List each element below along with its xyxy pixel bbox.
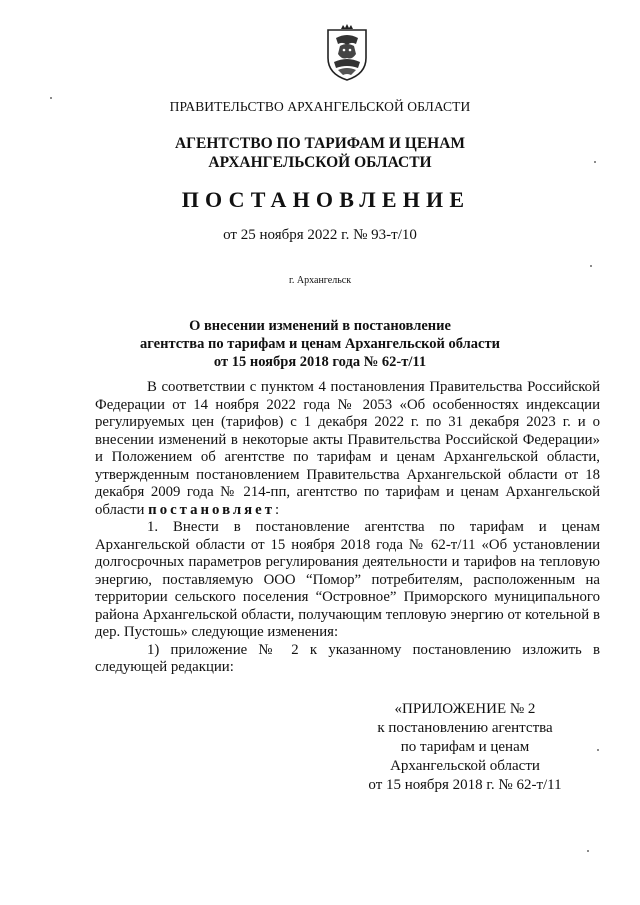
agency-name-line1: АГЕНТСТВО ПО ТАРИФАМ И ЦЕНАМ — [174, 135, 466, 152]
appendix-line3: по тарифам и ценам — [400, 739, 530, 755]
resolves-word: постановляет — [148, 501, 276, 518]
document-date-number: от 25 ноября 2022 г. № 93-т/10 — [223, 227, 417, 243]
coat-of-arms-icon — [324, 24, 370, 82]
document-subject — [0, 317, 640, 371]
subject-line1: О внесении изменений в постановление — [189, 318, 451, 334]
document-city: г. Архангельск — [288, 275, 352, 286]
scan-speck — [587, 850, 589, 852]
government-name: ПРАВИТЕЛЬСТВО АРХАНГЕЛЬСКОЙ ОБЛАСТИ — [169, 99, 471, 114]
subject-line3: от 15 ноября 2018 года № 62-т/11 — [213, 354, 427, 370]
scan-speck — [50, 97, 52, 99]
item-1-paragraph: 1. Внести в постановление агентства по тарифам и ценам Архангельской области от 15 ноября 2018 года № 62-т/11 «Об установлении долгосрочных параметров регулирования деятельности и тарифов на тепловую энергию, поставляемую ООО “Помор” потребителям, расположенным на территории сельского поселения “Островное” Приморского муниципального района Архангельской области, получающим тепловую энергию от котельной в дер. Пустошь» следующие изменения: — [95, 519, 600, 640]
preamble-text: В соответствии с пунктом 4 постановления Правительства Российской Федерации от 14 ноября 2022 года № 2053 «Об особенностях индексации регулируемых цен (тарифов) с 1 декабря 2022 г. по 31 декабря 2023 г. и о внесении изменений в некоторые акты Правительства Российской Федерации» и Положением об агентстве по тарифам и ценам Архангельской области, утвержденным постановлением Правительства Архангельской области от 18 декабря 2009 года № 214-пп, агентство по тарифам и ценам Архангельской области — [95, 379, 600, 518]
appendix-line1: «ПРИЛОЖЕНИЕ № 2 — [394, 701, 536, 717]
scan-speck — [597, 749, 599, 751]
subject-line2: агентства по тарифам и ценам Архангельской области — [140, 336, 500, 352]
preamble-paragraph — [95, 379, 600, 519]
appendix-line2: к постановлению агентства — [377, 720, 553, 736]
agency-name — [0, 134, 640, 172]
agency-name-line2: АРХАНГЕЛЬСКОЙ ОБЛАСТИ — [208, 154, 432, 171]
resolves-colon: : — [275, 501, 280, 518]
scan-speck — [594, 161, 596, 163]
item-1-1-paragraph: 1) приложение № 2 к указанному постановлению изложить в следующей редакции: — [95, 641, 600, 675]
document-body — [95, 379, 600, 677]
document-type-title: ПОСТАНОВЛЕНИЕ — [181, 187, 471, 212]
appendix-line5: от 15 ноября 2018 г. № 62-т/11 — [368, 777, 562, 793]
scan-speck — [590, 265, 592, 267]
appendix-heading — [340, 700, 590, 795]
appendix-line4: Архангельской области — [390, 758, 540, 774]
